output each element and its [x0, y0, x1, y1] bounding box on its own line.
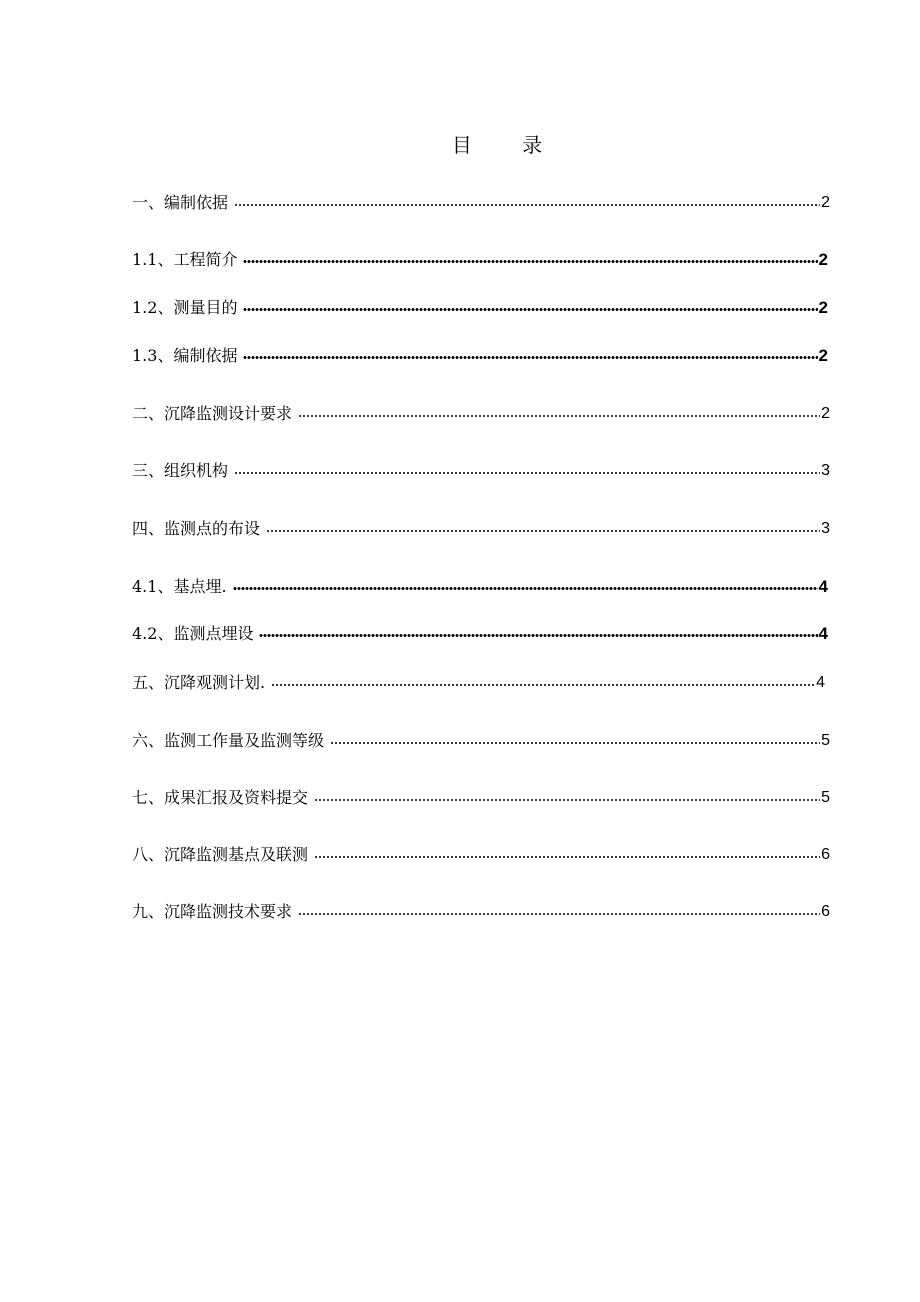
- toc-entry-label: 四、监测点的布设: [132, 519, 261, 538]
- toc-dot-leader: [259, 622, 817, 646]
- toc-dot-leader: [271, 671, 815, 695]
- toc-entry-label: 1.3、编制依据: [132, 346, 238, 365]
- toc-entry-page: 2: [821, 405, 830, 422]
- toc-dot-leader: [234, 191, 820, 215]
- toc-entry-page: 3: [821, 520, 830, 537]
- toc-dot-leader: [330, 729, 820, 753]
- toc-dot-leader: [243, 248, 817, 272]
- toc-dot-leader: [234, 459, 820, 483]
- toc-entry-page: 2: [818, 298, 828, 317]
- toc-entry-1-3[interactable]: [132, 344, 828, 368]
- toc-entry-2[interactable]: [132, 402, 830, 426]
- toc-entry-7[interactable]: [132, 786, 830, 810]
- toc-entry-page: 6: [821, 846, 830, 863]
- toc-entry-label: 八、沉降监测基点及联测: [132, 845, 309, 864]
- toc-entry-3[interactable]: [132, 459, 830, 483]
- toc-dot-leader: [233, 575, 818, 599]
- toc-entry-page: 2: [818, 346, 828, 365]
- toc-dot-leader: [314, 843, 820, 867]
- toc-title: 目 录: [451, 133, 565, 157]
- toc-entry-page: 3: [821, 462, 830, 479]
- toc-entry-page: 4: [818, 624, 828, 643]
- toc-entry-5[interactable]: [132, 671, 825, 695]
- toc-entry-label: 九、沉降监测技术要求: [132, 902, 293, 921]
- toc-entry-1-1[interactable]: [132, 248, 828, 272]
- toc-entry-label: 七、成果汇报及资料提交: [132, 788, 309, 807]
- toc-entry-9[interactable]: [132, 900, 830, 924]
- toc-entry-page: 5: [821, 789, 830, 806]
- toc-entry-label: 4.1、基点埋.: [132, 577, 227, 596]
- toc-dot-leader: [266, 517, 820, 541]
- toc-entry-page: 4: [818, 577, 828, 596]
- toc-dot-leader: [243, 344, 817, 368]
- toc-entry-label: 六、监测工作量及监测等级: [132, 731, 325, 750]
- toc-dot-leader: [243, 296, 817, 320]
- toc-entry-page: 2: [821, 194, 830, 211]
- toc-entry-label: 1.1、工程简介: [132, 250, 238, 269]
- toc-dot-leader: [314, 786, 820, 810]
- toc-entry-label: 4.2、监测点埋设: [132, 624, 254, 643]
- toc-entry-4-2[interactable]: [132, 622, 828, 646]
- toc-dot-leader: [298, 402, 820, 426]
- toc-entry-8[interactable]: [132, 843, 830, 867]
- toc-dot-leader: [298, 900, 820, 924]
- toc-entry-6[interactable]: [132, 729, 830, 753]
- toc-entry-page: 6: [821, 903, 830, 920]
- toc-entry-1-2[interactable]: [132, 296, 828, 320]
- toc-entry-4-1[interactable]: [132, 575, 828, 599]
- toc-entry-4[interactable]: [132, 517, 830, 541]
- toc-entry-label: 1.2、测量目的: [132, 298, 238, 317]
- toc-entry-label: 一、编制依据: [132, 193, 229, 212]
- toc-entry-page: 5: [821, 732, 830, 749]
- toc-entry-1[interactable]: [132, 191, 830, 215]
- toc-entry-page: 2: [818, 250, 828, 269]
- toc-entry-page: 4: [816, 674, 825, 691]
- toc-entry-label: 三、组织机构: [132, 461, 229, 480]
- toc-entry-label: 五、沉降观测计划.: [132, 673, 266, 692]
- toc-entry-label: 二、沉降监测设计要求: [132, 404, 293, 423]
